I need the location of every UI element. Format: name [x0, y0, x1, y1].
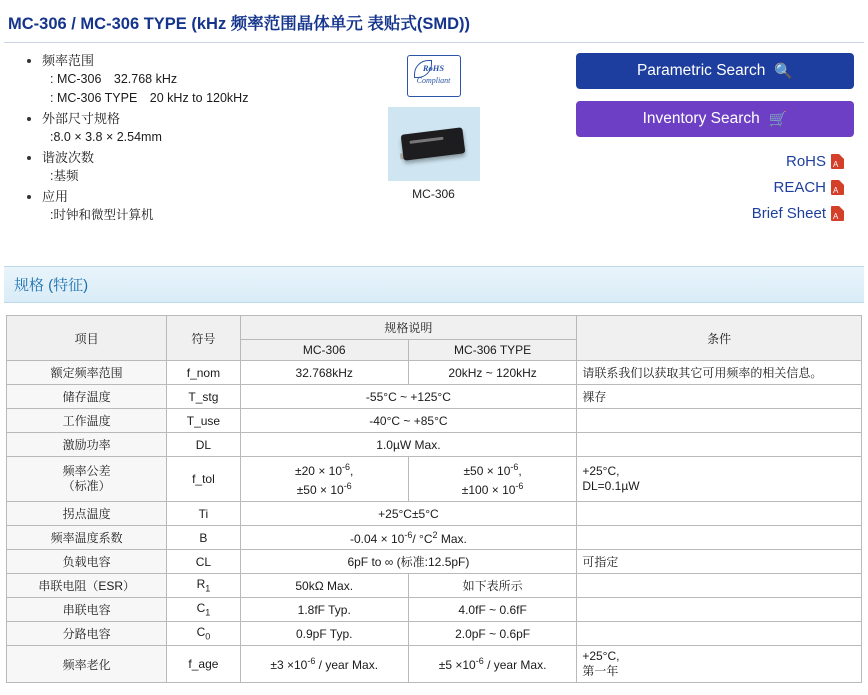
- table-row: [7, 526, 862, 550]
- cell-spec-mc306: -40°C ~ +85°C: [240, 409, 577, 433]
- cell-spec-mc306type: $\pm 5 \times 10^{-6}$ / year Max.: [408, 646, 576, 683]
- cell-spec-mc306: 50kΩ Max.: [240, 574, 408, 598]
- th-condition: 条件: [577, 316, 862, 361]
- feature-detail: :基频: [50, 169, 79, 183]
- cell-spec-mc306type: 4.0fF ~ 0.6fF: [408, 598, 576, 622]
- cell-condition: 可指定: [577, 550, 862, 574]
- cell-item: 频率公差 （标准）: [7, 457, 167, 502]
- document-link[interactable]: [521, 153, 844, 170]
- feature-detail-list: [42, 167, 346, 186]
- product-photo: [388, 107, 480, 181]
- table-row: [7, 457, 862, 502]
- cell-symbol: T_stg: [167, 385, 240, 409]
- feature-item: [42, 51, 346, 108]
- cell-item: 频率温度系数: [7, 526, 167, 550]
- cell-item: 负载电容: [7, 550, 167, 574]
- cell-symbol: $C_0$: [167, 622, 240, 646]
- cell-item: 串联电容: [7, 598, 167, 622]
- spec-section-heading: 规格 (特征): [4, 266, 864, 303]
- feature-item: [42, 187, 346, 225]
- cell-spec-mc306: 6pF to ∞ (标准:12.5pF): [240, 550, 577, 574]
- table-header-row-1: [7, 316, 862, 340]
- cell-item: 额定频率范围: [7, 361, 167, 385]
- cell-spec-mc306type: 2.0pF ~ 0.6pF: [408, 622, 576, 646]
- feature-detail: : MC-306 TYPE 20 kHz to 120kHz: [50, 91, 249, 105]
- feature-label: 频率范围: [42, 53, 95, 68]
- cell-item: 拐点温度: [7, 502, 167, 526]
- table-row: [7, 361, 862, 385]
- cell-condition: 裸存: [577, 385, 862, 409]
- cell-symbol: f_tol: [167, 457, 240, 502]
- parametric-search-label: Parametric Search: [636, 62, 766, 79]
- cell-spec-mc306type: 如下表所示: [408, 574, 576, 598]
- feature-detail-list: [42, 206, 346, 225]
- inventory-search-label: Inventory Search: [642, 110, 760, 127]
- cell-condition: [577, 526, 862, 550]
- document-link-label: Brief Sheet: [751, 205, 826, 222]
- pdf-icon: [831, 154, 844, 169]
- cell-symbol: T_use: [167, 409, 240, 433]
- table-row: [7, 646, 862, 683]
- cell-spec-mc306type: 20kHz ~ 120kHz: [408, 361, 576, 385]
- th-symbol: 符号: [167, 316, 240, 361]
- table-row: [7, 502, 862, 526]
- rohs-compliant-icon: [407, 55, 461, 97]
- document-link-label: REACH: [773, 179, 826, 196]
- cell-spec-mc306: $-0.04 \times 10^{-6}/$ $^\circ C^2$ Max.: [240, 526, 577, 550]
- th-spec-group: 规格说明: [240, 316, 577, 340]
- cell-item: 储存温度: [7, 385, 167, 409]
- search-icon: 🔍: [774, 62, 794, 80]
- document-link[interactable]: [521, 205, 844, 222]
- table-row: [7, 622, 862, 646]
- feature-detail: :时钟和微型计算机: [50, 208, 154, 222]
- feature-detail: :8.0 × 3.8 × 2.54mm: [50, 130, 162, 144]
- cell-condition: [577, 433, 862, 457]
- cell-spec-mc306: 1.0µW Max.: [240, 433, 577, 457]
- cell-condition: +25°C, 第一年: [577, 646, 862, 683]
- page-title: MC-306 / MC-306 TYPE (kHz 频率范围晶体单元 表贴式(SMD)): [8, 15, 471, 33]
- cell-condition: 请联系我们以获取其它可用频率的相关信息。: [577, 361, 862, 385]
- cell-spec-mc306: $\pm 3 \times 10^{-6}$ / year Max.: [240, 646, 408, 683]
- feature-item: [42, 148, 346, 186]
- cell-symbol: CL: [167, 550, 240, 574]
- feature-detail-list: [42, 70, 346, 108]
- action-column: [521, 51, 862, 231]
- inventory-search-button[interactable]: [576, 101, 854, 137]
- cell-symbol: f_age: [167, 646, 240, 683]
- cell-spec-mc306: +25°C±5°C: [240, 502, 577, 526]
- parametric-search-button[interactable]: [576, 53, 854, 89]
- feature-label: 应用: [42, 189, 69, 204]
- feature-item: [42, 109, 346, 147]
- document-link[interactable]: [521, 179, 844, 196]
- cell-item: 分路电容: [7, 622, 167, 646]
- feature-detail-list: [42, 128, 346, 147]
- feature-list: [6, 51, 346, 226]
- table-row: [7, 385, 862, 409]
- feature-detail: : MC-306 32.768 kHz: [50, 72, 178, 86]
- table-row: [7, 550, 862, 574]
- cell-symbol: f_nom: [167, 361, 240, 385]
- pdf-icon: [831, 180, 844, 195]
- cell-spec-mc306: 32.768kHz: [240, 361, 408, 385]
- feature-label: 外部尺寸规格: [42, 111, 121, 126]
- cell-spec-mc306: 0.9pF Typ.: [240, 622, 408, 646]
- cell-spec-mc306: $\pm 20 \times 10^{-6}$, $\pm 50 \times 10^{-6}$: [240, 457, 408, 502]
- cell-symbol: $C_1$: [167, 598, 240, 622]
- th-spec-mc306: MC-306: [240, 340, 408, 361]
- cell-condition: [577, 574, 862, 598]
- table-row: [7, 574, 862, 598]
- feature-label: 谐波次数: [42, 150, 95, 165]
- rohs-logo-line1: RoHS: [422, 63, 445, 73]
- cell-symbol: DL: [167, 433, 240, 457]
- cell-symbol: $R_1$: [167, 574, 240, 598]
- cell-symbol: B: [167, 526, 240, 550]
- document-link-label: RoHS: [785, 153, 826, 170]
- table-row: [7, 433, 862, 457]
- rohs-logo-line2: Compliant: [416, 76, 451, 85]
- product-media: [346, 51, 521, 201]
- table-row: [7, 409, 862, 433]
- crystal-body: [400, 127, 465, 160]
- cell-spec-mc306: -55°C ~ +125°C: [240, 385, 577, 409]
- cell-spec-mc306type: $\pm 50 \times 10^{-6}$, $\pm 100 \times 10^{-6}$: [408, 457, 576, 502]
- th-item: 项目: [7, 316, 167, 361]
- cell-condition: [577, 502, 862, 526]
- cell-condition: +25°C, DL=0.1µW: [577, 457, 862, 502]
- document-links: [521, 153, 858, 231]
- inventory-icon: 🛒: [768, 110, 788, 128]
- table-row: [7, 598, 862, 622]
- cell-condition: [577, 622, 862, 646]
- cell-item: 工作温度: [7, 409, 167, 433]
- cell-condition: [577, 409, 862, 433]
- cell-item: 串联电阻（ESR）: [7, 574, 167, 598]
- cell-symbol: Ti: [167, 502, 240, 526]
- th-spec-mc306type: MC-306 TYPE: [408, 340, 576, 361]
- cell-condition: [577, 598, 862, 622]
- cell-item: 激励功率: [7, 433, 167, 457]
- cell-spec-mc306: 1.8fF Typ.: [240, 598, 408, 622]
- top-section: [0, 43, 868, 258]
- cell-item: 频率老化: [7, 646, 167, 683]
- specifications-table: [6, 315, 862, 683]
- product-photo-caption: MC-306: [412, 187, 455, 201]
- pdf-icon: [831, 206, 844, 221]
